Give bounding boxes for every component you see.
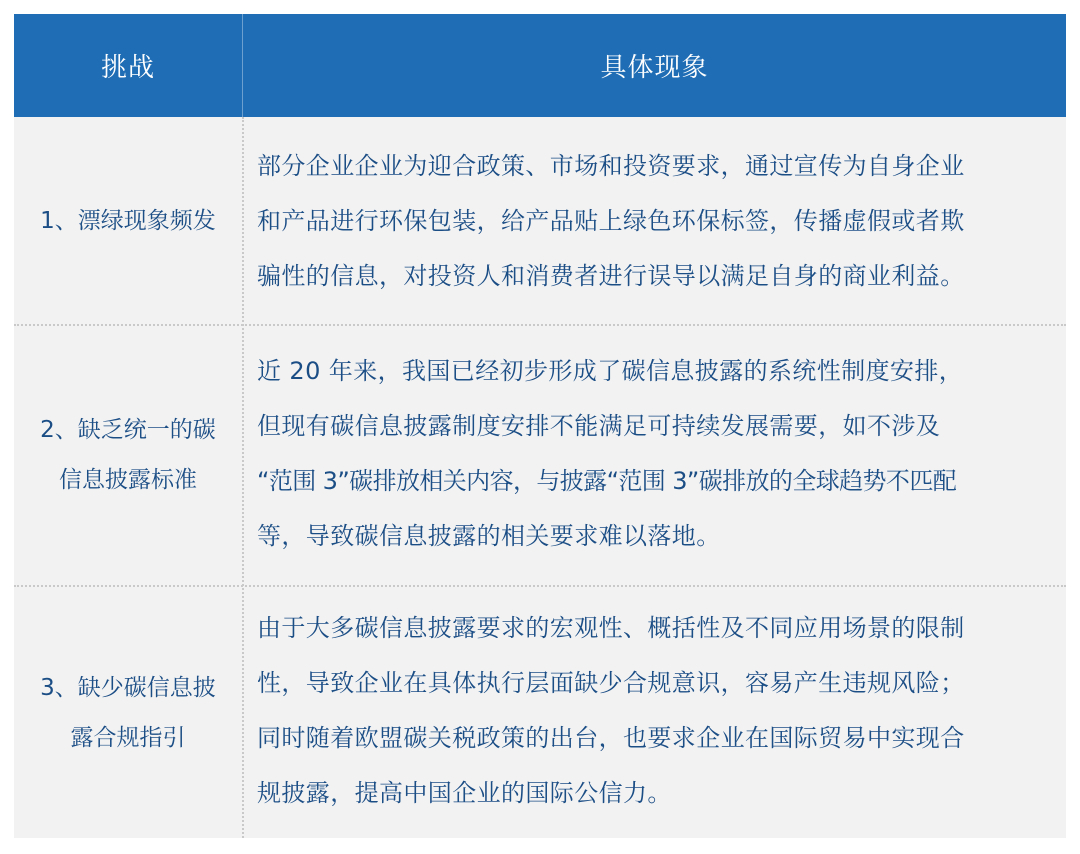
challenge-text: 2、缺乏统一的碳 xyxy=(40,417,216,443)
phenomenon-text: 部分企业企业为迎合政策、市场和投资要求，通过宣传为自身企业 xyxy=(257,152,965,180)
phenomenon-text: 近 20 年来，我国已经初步形成了碳信息披露的系统性制度安排， xyxy=(257,357,964,385)
phenomenon-text: 同时随着欧盟碳关税政策的出台，也要求企业在国际贸易中实现合 xyxy=(257,724,965,752)
phenomenon-text: 和产品进行环保包装，给产品贴上绿色环保标签，传播虚假或者欺 xyxy=(257,207,965,235)
phenomenon-cell xyxy=(257,344,1057,564)
phenomenon-text: 骗性的信息，对投资人和消费者进行误导以满足自身的商业利益。 xyxy=(257,262,965,290)
challenge-cell xyxy=(14,326,242,584)
header-challenge: 挑战 xyxy=(100,53,155,83)
challenge-text: 信息披露标准 xyxy=(59,467,197,493)
challenge-text: 1、漂绿现象频发 xyxy=(40,207,216,234)
header-phenomenon: 具体现象 xyxy=(600,53,709,83)
table-row xyxy=(14,117,1066,324)
table-header xyxy=(14,14,1066,117)
phenomenon-text: 但现有碳信息披露制度安排不能满足可持续发展需要，如不涉及 xyxy=(257,412,941,440)
challenge-cell xyxy=(14,117,242,324)
challenges-table xyxy=(14,14,1066,838)
phenomenon-text: 由于大多碳信息披露要求的宏观性、概括性及不同应用场景的限制 xyxy=(257,614,965,642)
table-row xyxy=(14,587,1066,838)
phenomenon-text: 等，导致碳信息披露的相关要求难以落地。 xyxy=(257,522,721,550)
phenomenon-text: 规披露，提高中国企业的国际公信力。 xyxy=(257,779,672,807)
phenomenon-cell xyxy=(257,601,1057,821)
table-row xyxy=(14,326,1066,584)
challenge-text: 3、缺少碳信息披 xyxy=(40,674,216,701)
phenomenon-text: “范围 3”碳排放相关内容，与披露“范围 3”碳排放的全球趋势不匹配 xyxy=(257,467,957,495)
phenomenon-cell xyxy=(257,139,1057,304)
challenge-cell xyxy=(14,587,242,838)
phenomenon-text: 性，导致企业在具体执行层面缺少合规意识，容易产生违规风险； xyxy=(257,669,965,697)
challenge-text: 露合规指引 xyxy=(70,724,186,751)
